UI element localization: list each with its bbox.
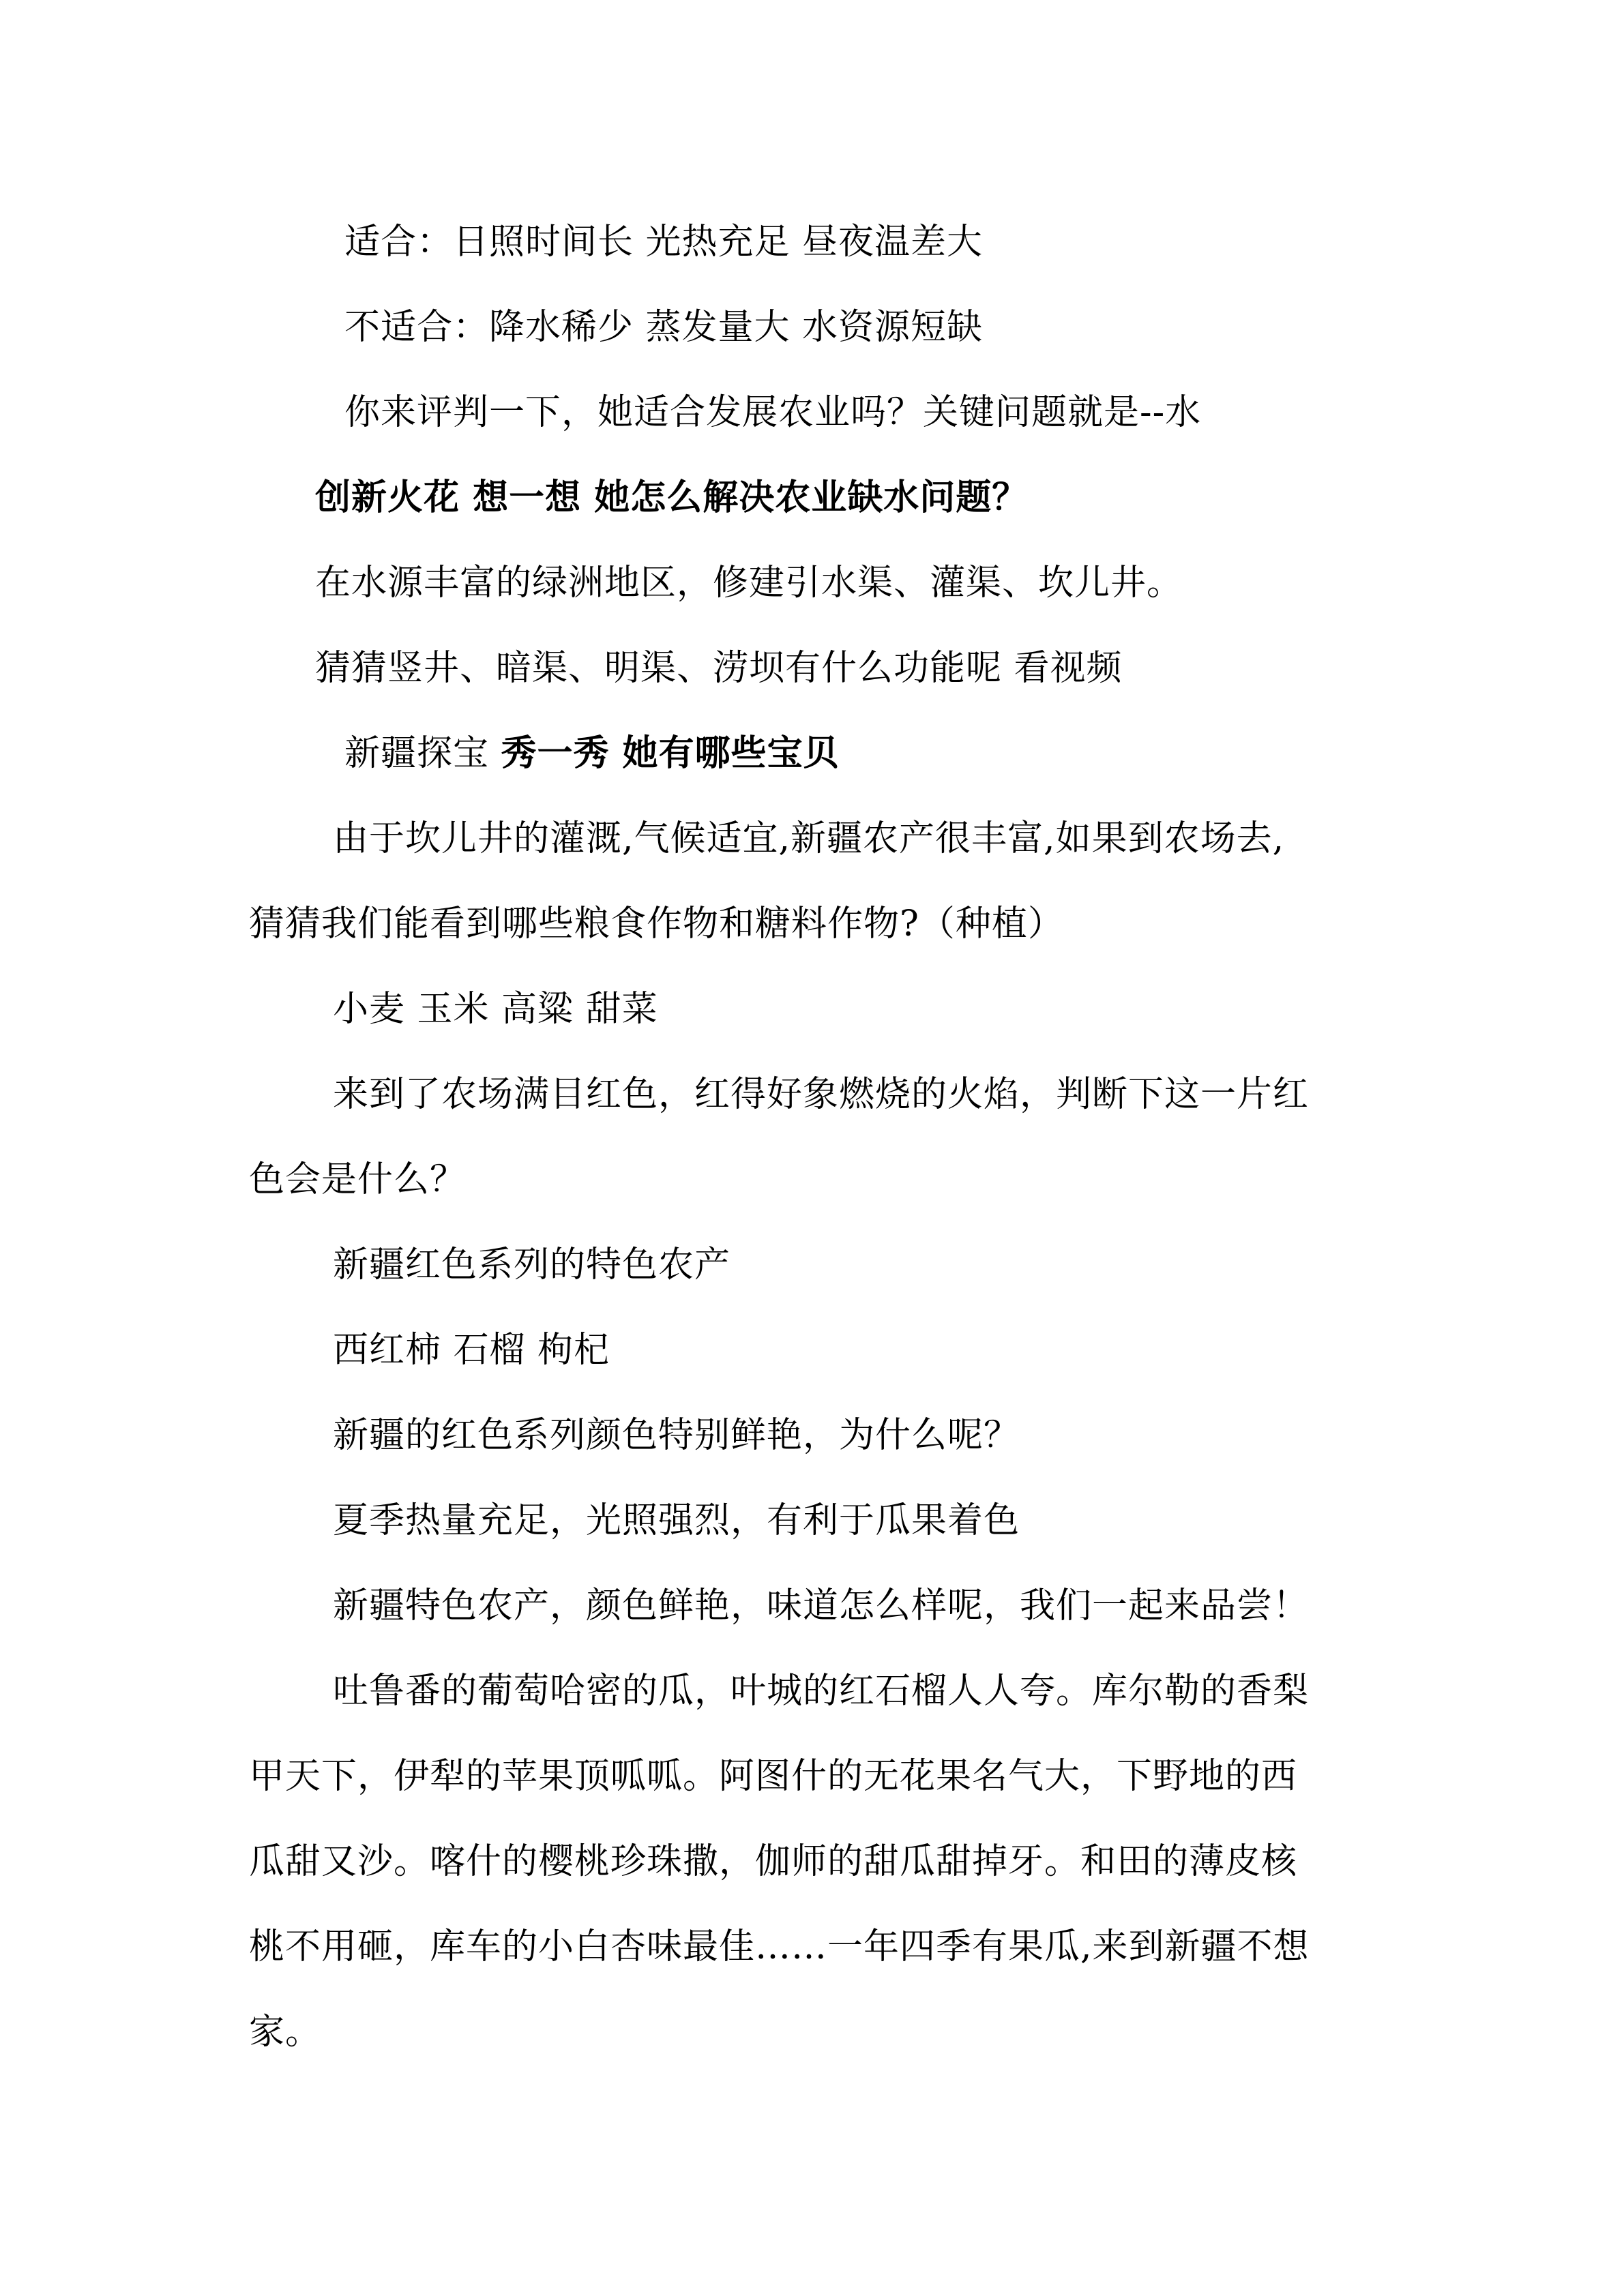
text-line-suitable: 适合：日照时间长 光热充足 昼夜温差大 bbox=[344, 222, 984, 263]
heading-innovation-spark: 创新火花 想一想 她怎么解决农业缺水问题？ bbox=[315, 477, 1029, 518]
heading-xinjiang-treasure bbox=[344, 730, 840, 777]
text-line-unsuitable: 不适合：降水稀少 蒸发量大 水资源短缺 bbox=[344, 307, 984, 348]
text-line-taste: 新疆特色农产，颜色鲜艳，味道怎么样呢，我们一起来品尝！ bbox=[333, 1585, 1310, 1626]
paragraph-line: 甲天下，伊犁的苹果顶呱呱。阿图什的无花果名气大，下野地的西 bbox=[249, 1756, 1298, 1797]
paragraph-line: 由于坎儿井的灌溉,气候适宜,新疆农产很丰富,如果到农场去, bbox=[333, 818, 1285, 859]
text-line-red-products: 西红柿 石榴 枸杞 bbox=[333, 1330, 610, 1371]
paragraph-line: 猜猜我们能看到哪些粮食作物和糖料作物?（种植） bbox=[249, 904, 1064, 944]
heading-prefix: 新疆探宝 bbox=[344, 733, 501, 774]
paragraph-line: 吐鲁番的葡萄哈密的瓜，叶城的红石榴人人夸。库尔勒的香梨 bbox=[333, 1671, 1310, 1712]
text-line-judge-question: 你来评判一下，她适合发展农业吗？关键问题就是--水 bbox=[344, 392, 1202, 433]
paragraph-line: 家。 bbox=[249, 2012, 322, 2053]
paragraph-line: 瓜甜又沙。喀什的樱桃珍珠撒，伽师的甜瓜甜掉牙。和田的薄皮核 bbox=[249, 1841, 1298, 1882]
text-line-guess-functions: 猜猜竖井、暗渠、明渠、涝坝有什么功能呢 看视频 bbox=[315, 648, 1123, 689]
text-line-crops: 小麦 玉米 高粱 甜菜 bbox=[333, 989, 658, 1030]
text-line-oasis-canals: 在水源丰富的绿洲地区，修建引水渠、灌渠、坎儿井。 bbox=[315, 563, 1183, 603]
text-line-red-series: 新疆红色系列的特色农产 bbox=[333, 1244, 731, 1285]
text-line-why-bright: 新疆的红色系列颜色特别鲜艳，为什么呢？ bbox=[333, 1415, 1020, 1456]
paragraph-line: 色会是什么？ bbox=[249, 1159, 467, 1200]
text-line-summer-heat: 夏季热量充足，光照强烈，有利于瓜果着色 bbox=[333, 1500, 1020, 1541]
paragraph-line: 来到了农场满目红色，红得好象燃烧的火焰，判断下这一片红 bbox=[333, 1074, 1310, 1115]
paragraph-line: 桃不用砸，库车的小白杏味最佳……一年四季有果瓜,来到新疆不想 bbox=[249, 1926, 1310, 1967]
heading-show-treasures: 秀一秀 她有哪些宝贝 bbox=[501, 732, 840, 774]
